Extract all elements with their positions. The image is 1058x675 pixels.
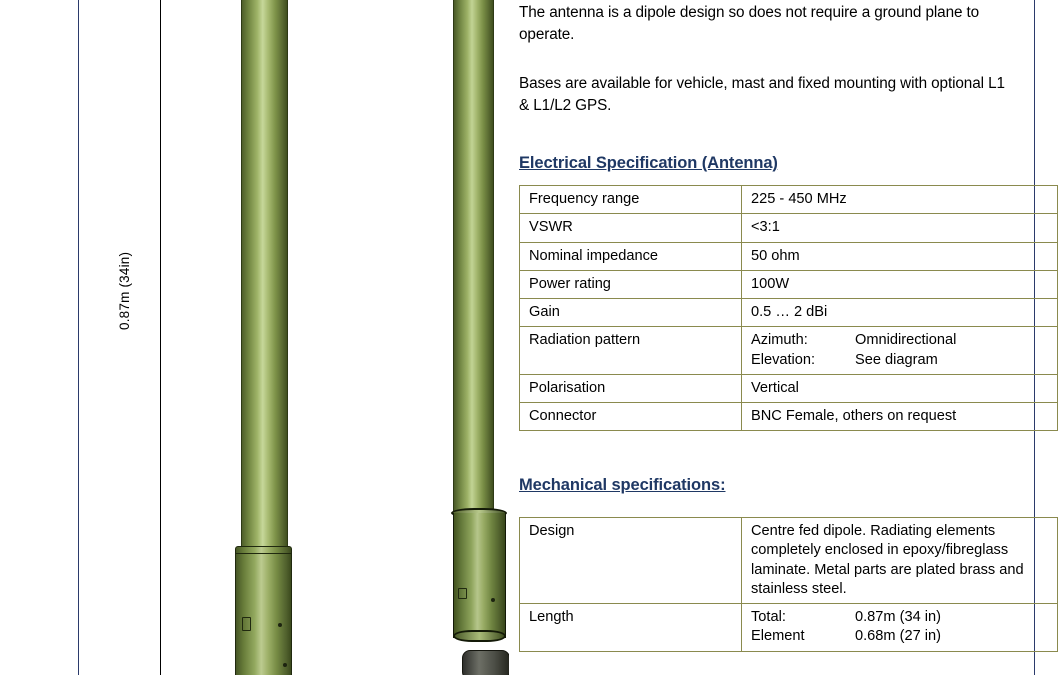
antenna-right-connector — [462, 650, 509, 675]
spec-value: 100W — [742, 270, 1058, 298]
table-row — [520, 518, 1058, 604]
electrical-section-heading: Electrical Specification (Antenna) — [519, 154, 778, 172]
table-row — [520, 403, 1058, 431]
antenna-left-screw-dot — [278, 623, 282, 627]
spec-subrow — [751, 351, 1049, 370]
spec-value: <3:1 — [742, 214, 1058, 242]
mechanical-specification-table — [519, 517, 1058, 652]
mechanical-section-heading: Mechanical specifications: — [519, 476, 726, 494]
dimension-label: 0.87m (34in) — [117, 251, 132, 330]
spec-sublabel: Azimuth: — [751, 332, 808, 349]
antenna-right-mast — [453, 0, 494, 515]
table-row — [520, 214, 1058, 242]
spec-value: 50 ohm — [742, 242, 1058, 270]
spec-subvalue: 0.68m (27 in) — [855, 628, 941, 645]
antenna-right-screw-dot — [491, 598, 495, 602]
spec-key: Connector — [520, 403, 742, 431]
spec-subvalue: See diagram — [855, 351, 938, 368]
spec-value — [742, 604, 1058, 652]
spec-key: Polarisation — [520, 374, 742, 402]
table-row — [520, 299, 1058, 327]
antenna-left-mast — [241, 0, 288, 551]
table-row — [520, 270, 1058, 298]
antenna-right-base-rim — [453, 630, 506, 642]
spec-sublabel: Elevation: — [751, 351, 816, 368]
table-row — [520, 604, 1058, 652]
antenna-right-label-plate — [458, 588, 467, 599]
spec-subvalue: Omnidirectional — [855, 332, 957, 349]
spec-subrow — [751, 608, 1049, 627]
spec-subrow — [751, 627, 1049, 646]
spec-key: Nominal impedance — [520, 242, 742, 270]
spec-key: Design — [520, 518, 742, 604]
spec-value: BNC Female, others on request — [742, 403, 1058, 431]
table-row — [520, 242, 1058, 270]
product-drawing — [79, 0, 509, 675]
spec-sublabel: Element — [751, 628, 805, 645]
spec-subvalue: 0.87m (34 in) — [855, 609, 941, 625]
electrical-specification-table — [519, 185, 1058, 431]
spec-key: Length — [520, 604, 742, 652]
intro-paragraph-2: Bases are available for vehicle, mast and fixed mounting with optional L1 & L1/L2 GPS. — [519, 75, 1005, 115]
spec-value: Centre fed dipole. Radiating elements completely enclosed in epoxy/fibreglass laminate. Metal parts are plated brass and stainless steel. — [742, 518, 1058, 604]
antenna-left-screw-dot-2 — [283, 663, 287, 667]
dimension-line — [160, 0, 161, 675]
spec-sublabel: Total: — [751, 609, 786, 625]
spec-value — [742, 327, 1058, 375]
antenna-left-base-seam — [236, 553, 291, 554]
antenna-left-label-plate — [242, 617, 251, 631]
table-row — [520, 327, 1058, 375]
antenna-left-base — [235, 546, 292, 675]
antenna-right-base — [453, 513, 506, 638]
spec-subrow — [751, 331, 1049, 350]
table-row — [520, 374, 1058, 402]
spec-value: Vertical — [742, 374, 1058, 402]
intro-paragraph-1: The antenna is a dipole design so does not require a ground plane to operate. — [519, 4, 980, 44]
spec-key: Gain — [520, 299, 742, 327]
spec-key: Power rating — [520, 270, 742, 298]
spec-key: Frequency range — [520, 186, 742, 214]
spec-value: 225 - 450 MHz — [742, 186, 1058, 214]
spec-key: VSWR — [520, 214, 742, 242]
table-row — [520, 186, 1058, 214]
spec-value: 0.5 … 2 dBi — [742, 299, 1058, 327]
spec-key: Radiation pattern — [520, 327, 742, 375]
